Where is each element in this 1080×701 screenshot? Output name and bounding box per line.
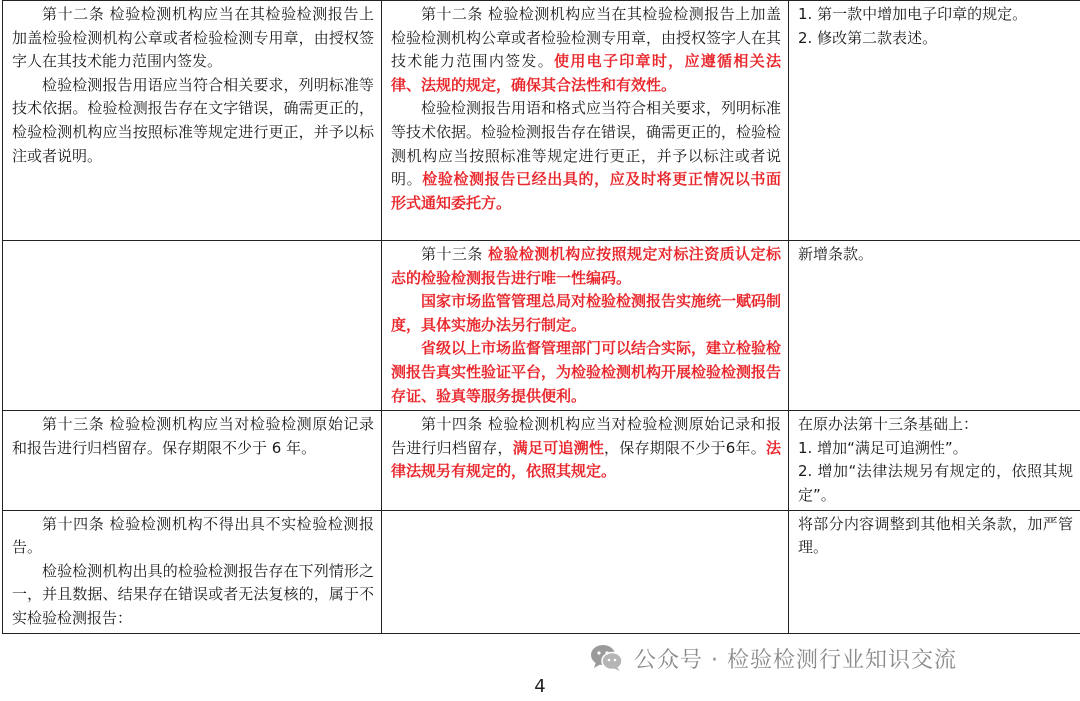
watermark-text: 公众号 · 检验检测行业知识交流 [634, 647, 957, 673]
old-provision-cell [3, 241, 382, 411]
table-row [3, 411, 1080, 510]
table-row [3, 510, 1080, 633]
old-provision-cell [3, 411, 382, 510]
added-text: 检验检测机构应按照规定对标注资质认定标志的检验检测报告进行唯一性编码。 [391, 245, 781, 287]
added-text: 省级以上市场监督管理部门可以结合实际，建立检验检测报告真实性验证平台，为检验检测机构开展检验检测报告存证、验真等服务提供便利。 [391, 339, 782, 405]
new-provision-cell [382, 411, 789, 510]
added-text: 国家市场监管管理总局对检验检测报告实施统一赋码制度，具体实施办法另行制定。 [391, 292, 782, 334]
provision-paragraph [391, 337, 781, 408]
new-provision-cell [382, 1, 789, 241]
page-number: 4 [534, 676, 546, 697]
provision-text: 检验检测机构出具的检验检测报告存在下列情形之一，并且数据、结果存在错误或者无法复核的，属于不实检验检测报告： [12, 561, 374, 627]
provision-paragraph [391, 243, 781, 290]
watermark [590, 640, 957, 676]
provision-text: 第十四条 检验检测机构不得出具不实检验检测报告。 [12, 514, 374, 557]
provision-paragraph [12, 560, 374, 631]
table-row [3, 1, 1080, 241]
note-line: 2. 增加“法律法规另有规定的，依照其规定”。 [798, 462, 1073, 504]
note-line: 1. 第一款中增加电子印章的规定。 [798, 5, 1028, 23]
change-note-cell [789, 510, 1080, 633]
change-note-cell [789, 1, 1080, 241]
provision-text: 第十三条 检验检测机构应当对检验检测原始记录和报告进行归档留存。保存期限不少于 6 年。 [12, 415, 374, 457]
new-provision-cell [382, 241, 789, 411]
provision-paragraph [391, 97, 781, 215]
new-provision-cell [382, 510, 789, 633]
added-text: 满足可追溯性 [512, 438, 605, 457]
provision-paragraph [391, 3, 781, 97]
provision-paragraph [12, 513, 374, 560]
note-line: 将部分内容调整到其他相关条款，加严管理。 [798, 514, 1073, 557]
provision-paragraph [12, 3, 374, 74]
provision-text: 第十四条 检验检测机构应当对检验检测原始记录和报告进行归档留存， [391, 415, 781, 457]
provision-paragraph [12, 74, 374, 168]
wechat-icon [590, 644, 624, 672]
provision-paragraph [12, 413, 374, 460]
provision-paragraph [391, 290, 781, 337]
added-text: 使用电子印章时，应遵循相关法律、法规的规定，确保其合法性和有效性。 [391, 52, 781, 94]
note-line: 2. 修改第二款表述。 [798, 28, 938, 47]
added-text: 法律法规另有规定的，依照其规定。 [391, 438, 781, 481]
added-text: 检验检测报告已经出具的，应及时将更正情况以书面形式通知委托方。 [391, 170, 781, 212]
provision-text: 第十二条 检验检测机构应当在其检验检测报告上加盖检验检测机构公章或者检验检测专用章，由授权签字人在其技术能力范围内签发。 [12, 5, 374, 71]
old-provision-cell [3, 510, 382, 633]
note-line: 在原办法第十三条基础上： [798, 415, 979, 434]
note-line: 新增条款。 [798, 245, 874, 263]
change-note-cell [789, 241, 1080, 411]
provision-text: 检验检测报告用语应当符合相关要求，列明标准等技术依据。检验检测报告存在文字错误，确需更正的，检验检测机构应当按照标准等规定进行更正，并予以标注或者说明。 [12, 75, 374, 165]
comparison-table [2, 0, 1080, 634]
provision-text: 第十三条 [421, 245, 488, 263]
note-line: 1. 增加“满足可追溯性”。 [798, 438, 968, 457]
table-row [3, 241, 1080, 411]
change-note-cell [789, 411, 1080, 510]
provision-text: 检验检测报告用语和格式应当符合相关要求，列明标准等技术依据。检验检测报告存在错误，确需更正的，检验检测机构应当按照标准等规定进行更正，并予以标注或者说明。 [391, 99, 782, 189]
provision-paragraph [391, 413, 781, 484]
provision-text: ，保存期限不少于6年。 [604, 438, 766, 457]
provision-text: 第十二条 检验检测机构应当在其检验检测报告上加盖检验检测机构公章或者检验检测专用章，由授权签字人在其技术能力范围内签发。 [391, 5, 782, 71]
old-provision-cell [3, 1, 382, 241]
